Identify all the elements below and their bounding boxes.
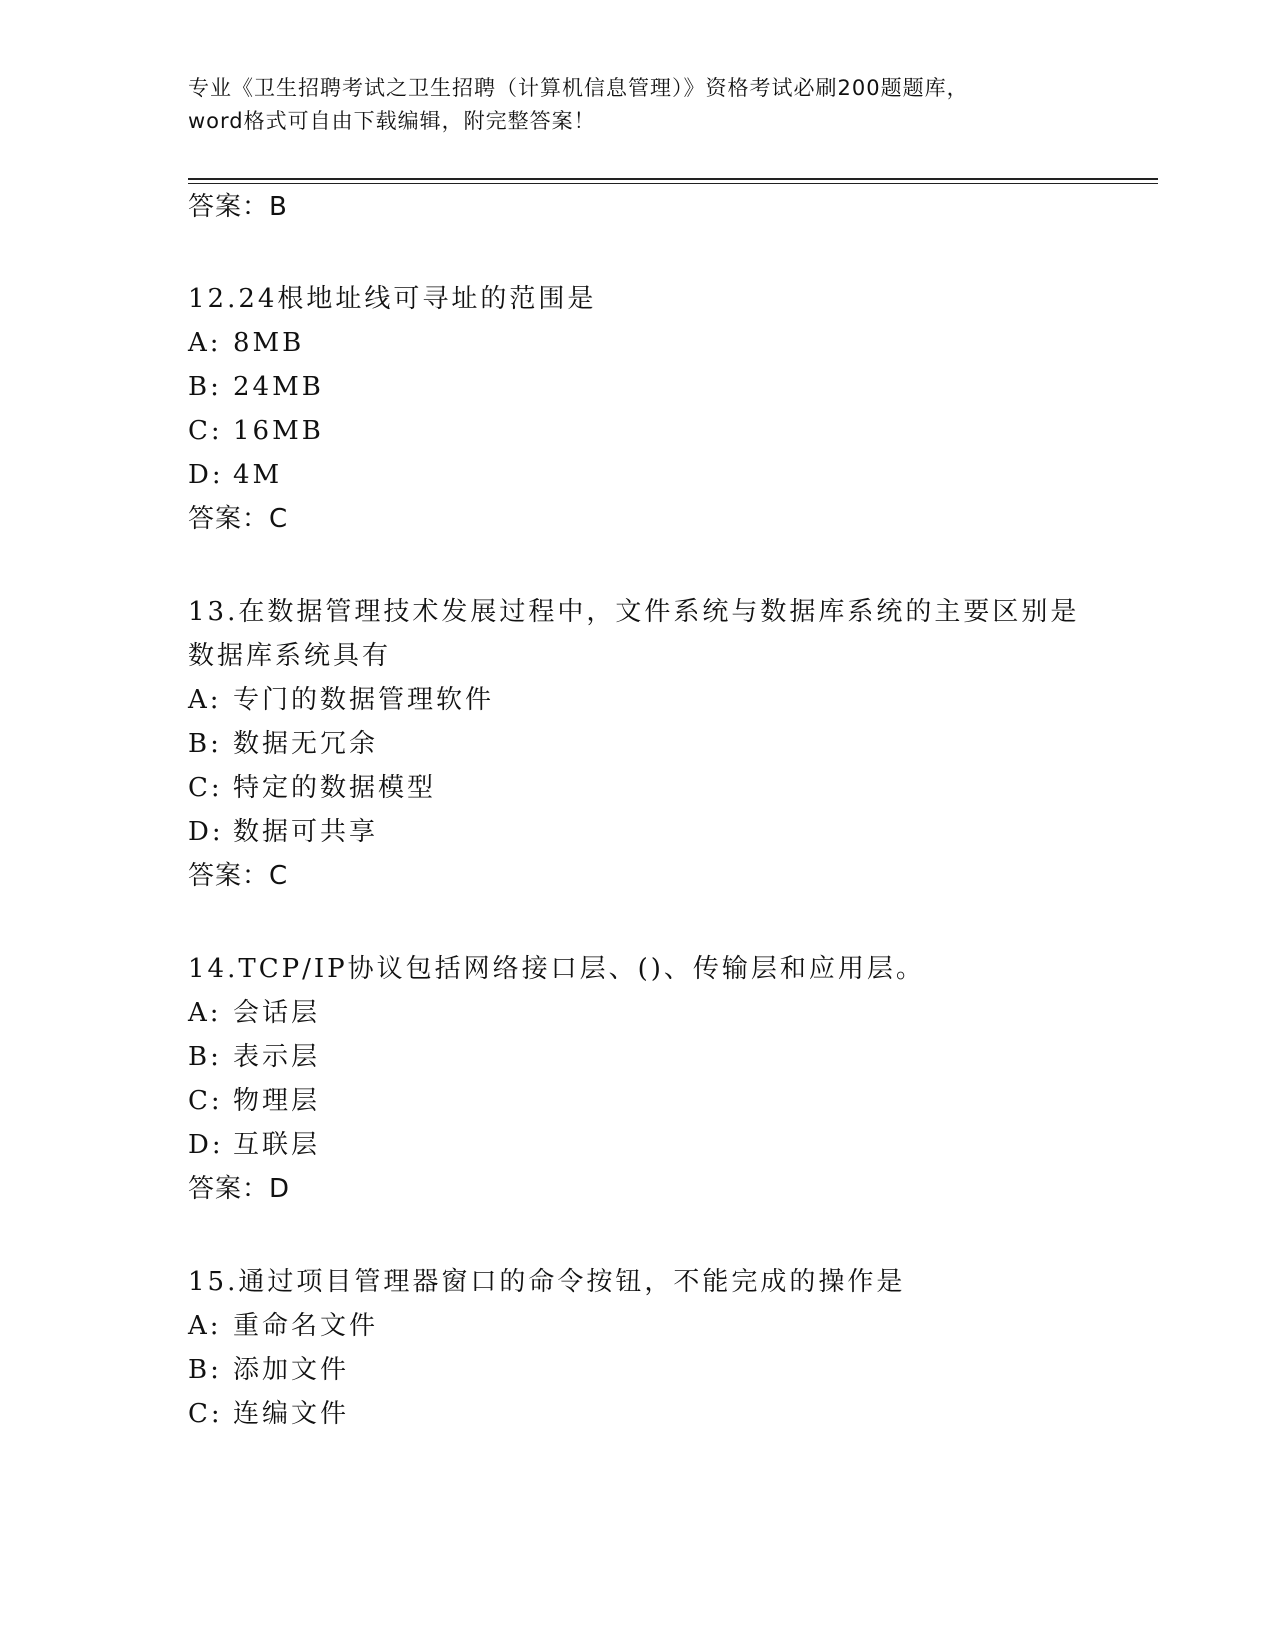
option-b <box>188 729 378 759</box>
option-label: B: <box>188 1042 222 1072</box>
option-text: 特定的数据模型 <box>233 773 437 803</box>
option-b <box>188 372 324 402</box>
option-label: A: <box>188 998 222 1028</box>
option-label: A: <box>188 1311 222 1341</box>
option-label: D: <box>188 817 224 847</box>
option-b <box>188 1355 349 1385</box>
option-d <box>188 460 282 490</box>
option-label: B: <box>188 372 222 402</box>
option-label: D: <box>188 1130 224 1160</box>
option-text: 添加文件 <box>233 1355 350 1385</box>
option-text: 表示层 <box>233 1042 321 1072</box>
question-stem: 14.TCP/IP协议包括网络接口层、()、传输层和应用层。 <box>188 954 925 984</box>
answer-line: 答案：C <box>188 861 289 891</box>
option-label: D: <box>188 460 224 490</box>
option-d <box>188 817 378 847</box>
document-header <box>188 72 1088 138</box>
header-divider <box>188 178 1158 180</box>
option-label: C: <box>188 416 223 446</box>
option-c <box>188 1086 320 1116</box>
question-stem: 13.在数据管理技术发展过程中，文件系统与数据库系统的主要区别是 <box>188 597 1080 627</box>
answer-line: 答案：B <box>188 192 288 222</box>
option-a <box>188 328 304 358</box>
question-stem-continued: 数据库系统具有 <box>188 641 392 671</box>
question-stem: 12.24根地址线可寻址的范围是 <box>188 284 597 314</box>
option-c <box>188 1399 349 1429</box>
option-label: B: <box>188 729 222 759</box>
option-text: 连编文件 <box>233 1399 350 1429</box>
option-a <box>188 1311 378 1341</box>
option-text: 16MB <box>233 416 324 446</box>
option-text: 专门的数据管理软件 <box>233 685 495 715</box>
option-text: 物理层 <box>233 1086 321 1116</box>
option-label: B: <box>188 1355 222 1385</box>
option-label: C: <box>188 773 223 803</box>
header-line-1: 专业《卫生招聘考试之卫生招聘（计算机信息管理）》资格考试必刷200题题库， <box>188 76 969 100</box>
option-a <box>188 685 494 715</box>
answer-line: 答案：C <box>188 504 289 534</box>
option-c <box>188 416 324 446</box>
option-b <box>188 1042 320 1072</box>
option-text: 24MB <box>233 372 324 402</box>
answer-line: 答案：D <box>188 1174 291 1204</box>
option-label: A: <box>188 328 222 358</box>
option-a <box>188 998 320 1028</box>
option-label: C: <box>188 1086 223 1116</box>
option-c <box>188 773 436 803</box>
header-line-2: word格式可自由下载编辑，附完整答案！ <box>188 109 596 133</box>
question-stem: 15.通过项目管理器窗口的命令按钮，不能完成的操作是 <box>188 1267 906 1297</box>
option-label: A: <box>188 685 222 715</box>
option-text: 4M <box>233 460 283 490</box>
option-text: 会话层 <box>233 998 321 1028</box>
option-d <box>188 1130 320 1160</box>
option-text: 8MB <box>233 328 305 358</box>
option-text: 数据可共享 <box>233 817 379 847</box>
option-label: C: <box>188 1399 223 1429</box>
option-text: 互联层 <box>233 1130 321 1160</box>
option-text: 数据无冗余 <box>233 729 379 759</box>
header-divider-thin <box>188 183 1158 184</box>
option-text: 重命名文件 <box>233 1311 379 1341</box>
